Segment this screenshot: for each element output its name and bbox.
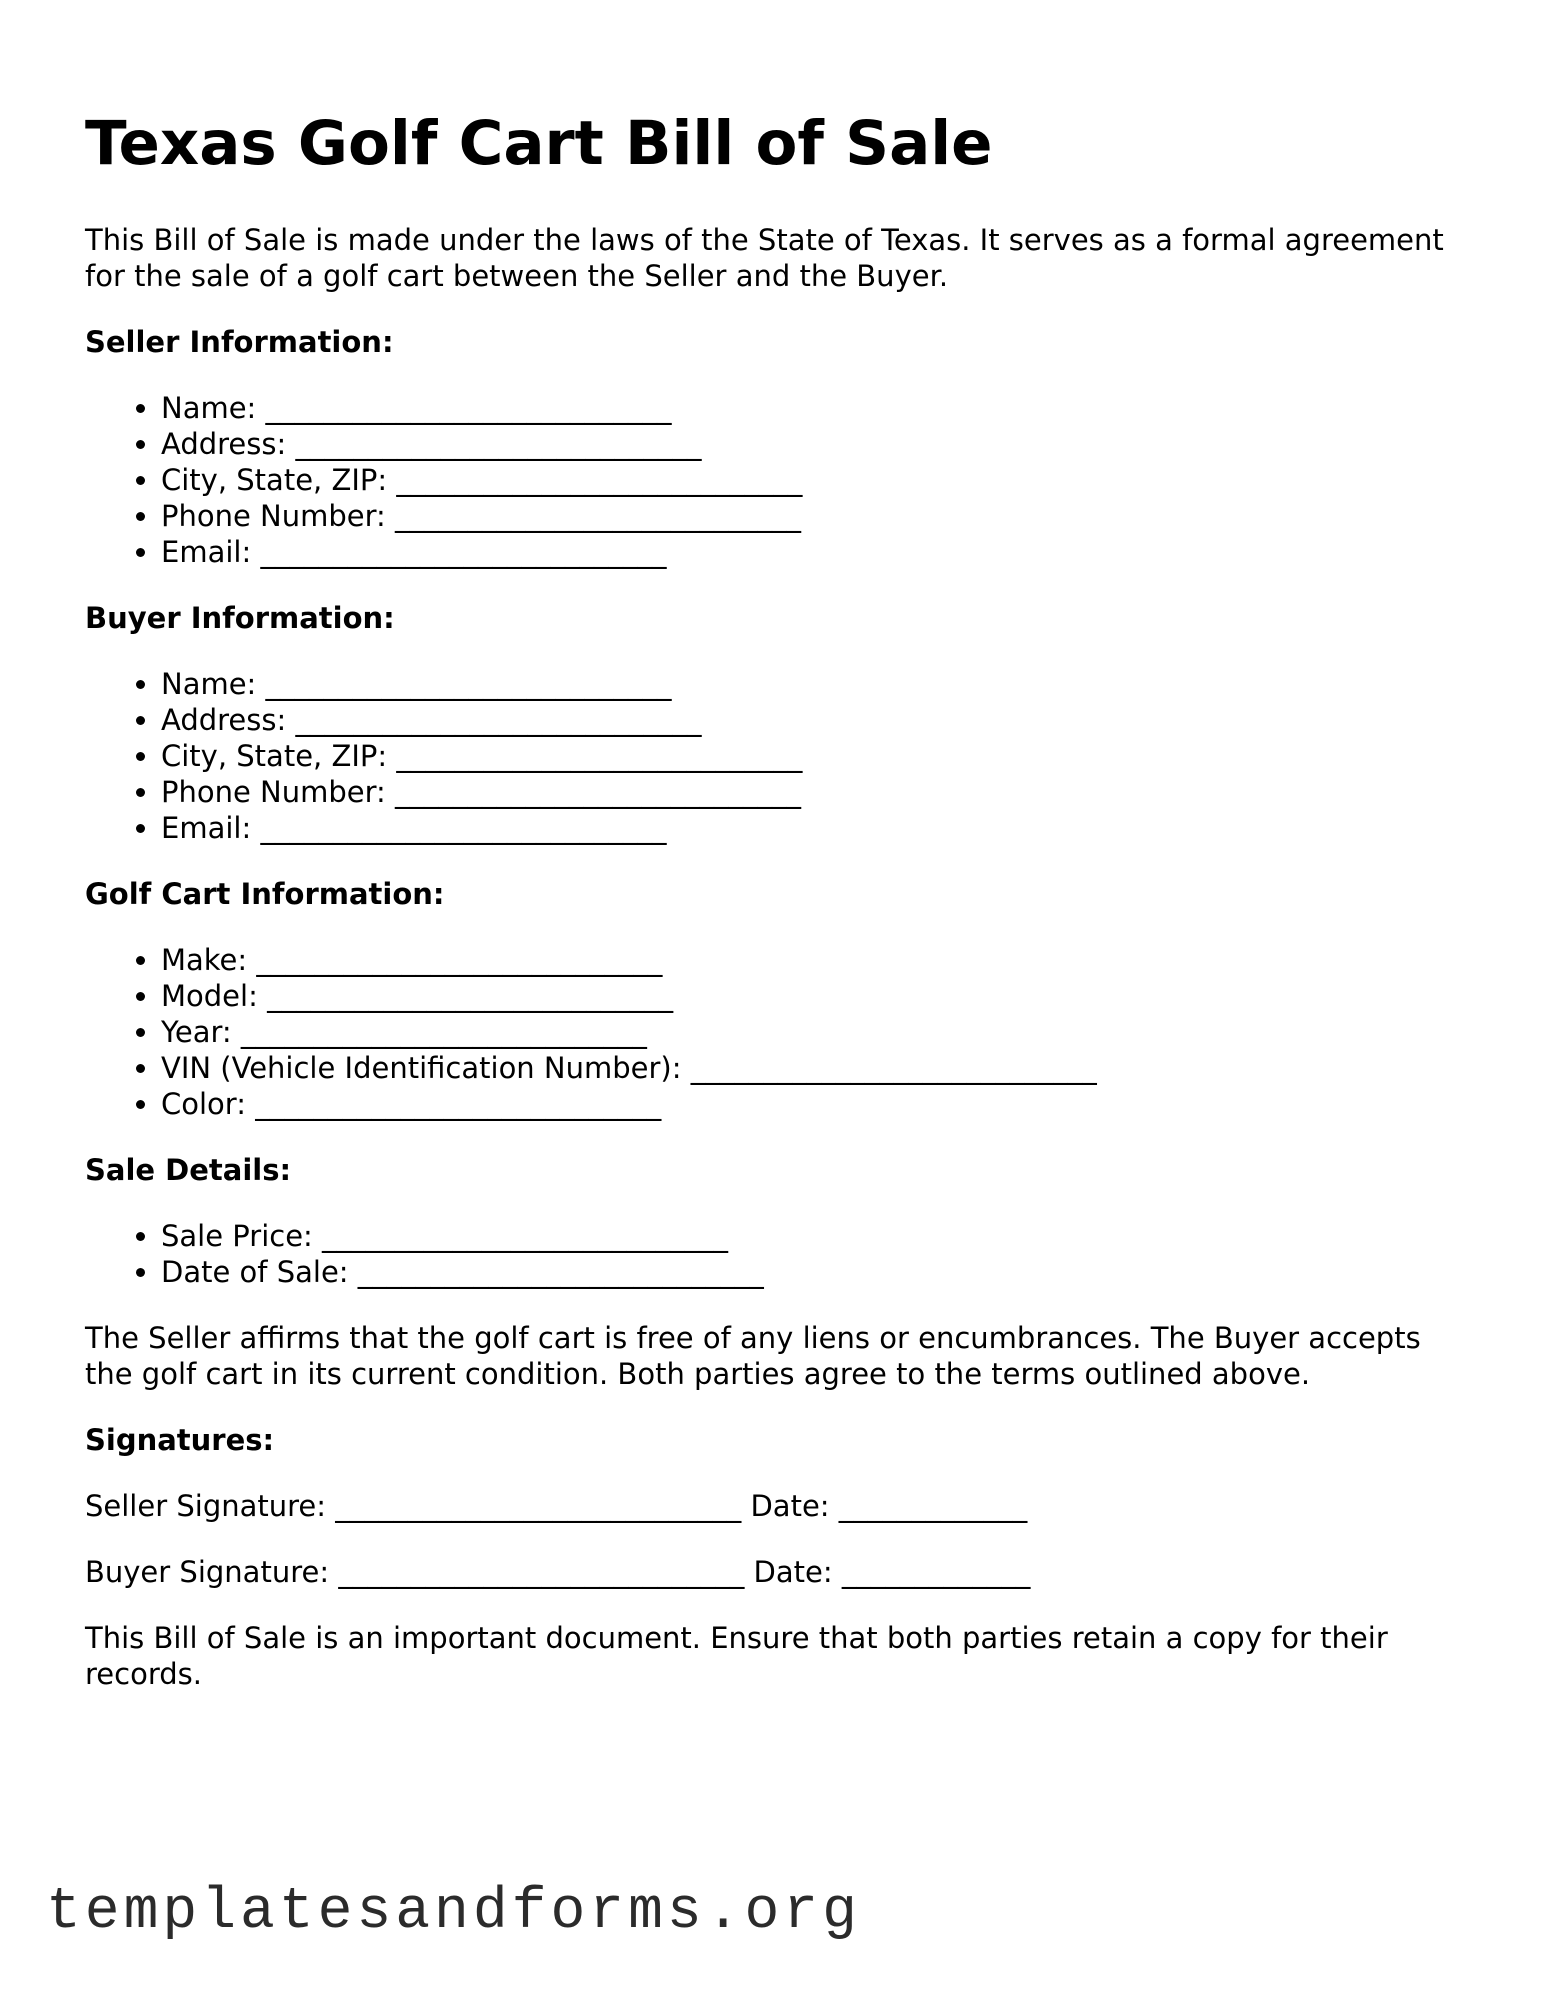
golf-cart-section-heading: Golf Cart Information: — [85, 877, 445, 911]
cart-model-blank[interactable]: ____________________________ — [267, 979, 674, 1013]
signatures-section-heading: Signatures: — [85, 1423, 275, 1457]
golf-cart-field-list — [85, 942, 1465, 1122]
seller-city-blank[interactable]: ____________________________ — [396, 463, 803, 497]
buyer-city-label: City, State, ZIP: — [161, 739, 388, 773]
list-item — [161, 1218, 1465, 1254]
seller-date-label: Date: — [750, 1489, 830, 1523]
cart-year-label: Year: — [161, 1015, 232, 1049]
cart-vin-label: VIN (Vehicle Identification Number): — [161, 1051, 682, 1085]
list-item — [161, 978, 1465, 1014]
watermark-text: templatesandforms.org — [46, 1880, 861, 1945]
list-item — [161, 702, 1465, 738]
list-item — [161, 426, 1465, 462]
document-body — [85, 222, 1465, 1722]
seller-signature-label: Seller Signature: — [85, 1489, 327, 1523]
seller-city-label: City, State, ZIP: — [161, 463, 388, 497]
buyer-address-blank[interactable]: ____________________________ — [295, 703, 702, 737]
cart-make-label: Make: — [161, 943, 248, 977]
seller-name-label: Name: — [161, 391, 257, 425]
buyer-address-label: Address: — [161, 703, 287, 737]
buyer-city-blank[interactable]: ____________________________ — [396, 739, 803, 773]
seller-email-blank[interactable]: ____________________________ — [260, 535, 667, 569]
sale-date-label: Date of Sale: — [161, 1255, 349, 1289]
list-item — [161, 1014, 1465, 1050]
cart-color-blank[interactable]: ____________________________ — [255, 1087, 662, 1121]
seller-signature-line — [85, 1488, 1465, 1524]
buyer-signature-blank[interactable]: ____________________________ — [338, 1555, 745, 1589]
seller-section-heading: Seller Information: — [85, 325, 394, 359]
buyer-section-heading: Buyer Information: — [85, 601, 395, 635]
seller-address-label: Address: — [161, 427, 287, 461]
cart-year-blank[interactable]: ____________________________ — [240, 1015, 647, 1049]
cart-color-label: Color: — [161, 1087, 246, 1121]
closing-paragraph: This Bill of Sale is an important document. Ensure that both parties retain a copy for their records. — [85, 1621, 1388, 1691]
list-item — [161, 1086, 1465, 1122]
page-title: Texas Golf Cart Bill of Sale — [85, 108, 993, 179]
buyer-phone-blank[interactable]: ____________________________ — [395, 775, 802, 809]
list-item — [161, 390, 1465, 426]
list-item — [161, 1050, 1465, 1086]
sale-field-list — [85, 1218, 1465, 1290]
list-item — [161, 1254, 1465, 1290]
buyer-field-list — [85, 666, 1465, 846]
sale-date-blank[interactable]: ____________________________ — [357, 1255, 764, 1289]
buyer-date-label: Date: — [753, 1555, 833, 1589]
cart-vin-blank[interactable]: ____________________________ — [690, 1051, 1097, 1085]
affirmation-paragraph: The Seller affirms that the golf cart is free of any liens or encumbrances. The Buyer accepts the golf cart in its current condition. Both parties agree to the terms outlined above. — [85, 1321, 1421, 1391]
list-item — [161, 498, 1465, 534]
list-item — [161, 738, 1465, 774]
buyer-name-label: Name: — [161, 667, 257, 701]
buyer-name-blank[interactable]: ____________________________ — [265, 667, 672, 701]
seller-date-blank[interactable]: _____________ — [838, 1489, 1028, 1523]
list-item — [161, 774, 1465, 810]
seller-phone-blank[interactable]: ____________________________ — [395, 499, 802, 533]
buyer-email-label: Email: — [161, 811, 252, 845]
seller-email-label: Email: — [161, 535, 252, 569]
sale-price-label: Sale Price: — [161, 1219, 313, 1253]
buyer-date-blank[interactable]: _____________ — [841, 1555, 1031, 1589]
seller-phone-label: Phone Number: — [161, 499, 386, 533]
intro-paragraph: This Bill of Sale is made under the laws of the State of Texas. It serves as a formal agreement for the sale of a golf cart between the Seller and the Buyer. — [85, 223, 1444, 293]
list-item — [161, 810, 1465, 846]
cart-make-blank[interactable]: ____________________________ — [256, 943, 663, 977]
sale-section-heading: Sale Details: — [85, 1153, 292, 1187]
cart-model-label: Model: — [161, 979, 258, 1013]
list-item — [161, 942, 1465, 978]
seller-field-list — [85, 390, 1465, 570]
buyer-signature-line — [85, 1554, 1465, 1590]
seller-address-blank[interactable]: ____________________________ — [295, 427, 702, 461]
list-item — [161, 534, 1465, 570]
list-item — [161, 462, 1465, 498]
buyer-phone-label: Phone Number: — [161, 775, 386, 809]
buyer-email-blank[interactable]: ____________________________ — [260, 811, 667, 845]
seller-signature-blank[interactable]: ____________________________ — [335, 1489, 742, 1523]
seller-name-blank[interactable]: ____________________________ — [265, 391, 672, 425]
list-item — [161, 666, 1465, 702]
buyer-signature-label: Buyer Signature: — [85, 1555, 330, 1589]
sale-price-blank[interactable]: ____________________________ — [322, 1219, 729, 1253]
